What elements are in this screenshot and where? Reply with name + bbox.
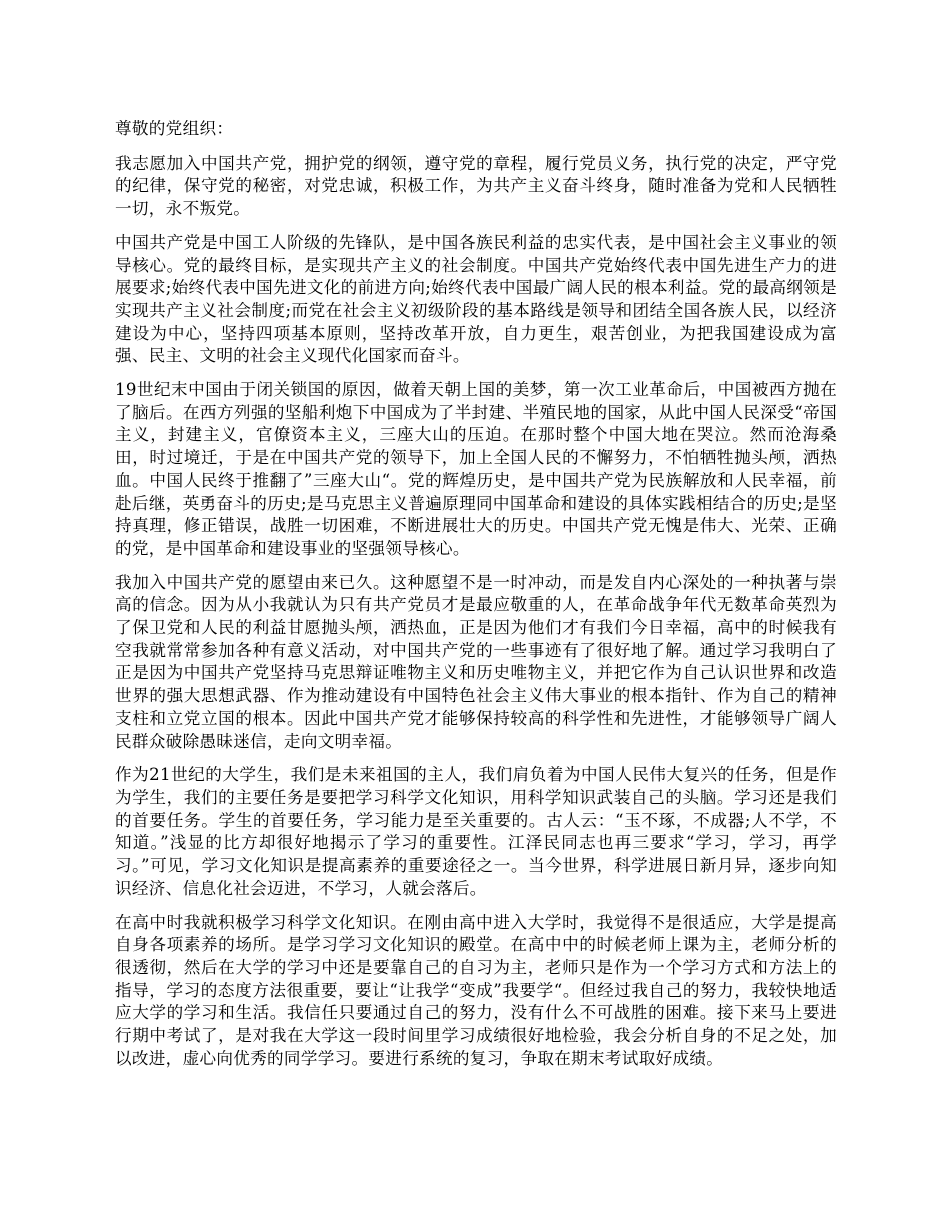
paragraph-history: 19世纪末中国由于闭关锁国的原因，做着天朝上国的美梦，第一次工业革命后，中国被西方抛在了脑后。在西方列强的坚船利炮下中国成为了半封建、半殖民地的国家，从此中国人民深受“帝国主义，封建主义，官僚资本主义，三座大山的压迫。在那时整个中国大地在哭泣。然而沧海桑田，时过境迁，于是在中国共产党的领导下，加上全国人民的不懈努力，不怕牺牲抛头颅，洒热血。中国人民终于推翻了”三座大山“。党的辉煌历史，是中国共产党为民族解放和人民幸福，前赴后继，英勇奋斗的历史;是马克思主义普遍原理同中国革命和建设的具体实践相结合的历史;是坚持真理，修正错误，战胜一切困难，不断进展壮大的历史。中国共产党无愧是伟大、光荣、正确的党，是中国革命和建设事业的坚强领导核心。 (115, 380, 837, 558)
paragraph-motivation: 我加入中国共产党的愿望由来已久。这种愿望不是一时冲动，而是发自内心深处的一种执著与崇高的信念。因为从小我就认为只有共产党员才是最应敬重的人，在革命战争年代无数革命英烈为了保卫党和人民的利益甘愿抛头颅，洒热血，正是因为他们才有我们今日幸福，高中的时候我有空我就常常参加各种有意义活动，对中国共产党的一些事迹有了很好地了解。通过学习我明白了正是因为中国共产党坚持马克思辩证唯物主义和历史唯物主义，并把它作为自己认识世界和改造世界的强大思想武器、作为推动建设有中国特色社会主义伟大事业的根本指针、作为自己的精神支柱和立党立国的根本。因此中国共产党才能够保持较高的科学性和先进性，才能够领导广阔人民群众破除愚昧迷信，走向文明幸福。 (115, 572, 837, 751)
paragraph-pledge: 我志愿加入中国共产党，拥护党的纲领，遵守党的章程，履行党员义务，执行党的决定，严守党的纪律，保守党的秘密，对党忠诚，积极工作，为共产主义奋斗终身，随时准备为党和人民牺牲一切，永不叛党。 (115, 153, 837, 219)
paragraph-party-nature: 中国共产党是中国工人阶级的先锋队，是中国各族民利益的忠实代表，是中国社会主义事业的领导核心。党的最终目标，是实现共产主义的社会制度。中国共产党始终代表中国先进生产力的进展要求;始终代表中国先进文化的前进方向;始终代表中国最广阔人民的根本利益。党的最高纲领是实现共产主义社会制度;而党在社会主义初级阶段的基本路线是领导和团结全国各族人民，以经济建设为中心，坚持四项基本原则，坚持改革开放，自力更生，艰苦创业，为把我国建设成为富强、民主、文明的社会主义现代化国家而奋斗。 (115, 232, 837, 366)
salutation: 尊敬的党组织： (115, 119, 234, 138)
letter-body (115, 118, 837, 1081)
paragraph-student-duty: 作为21世纪的大学生，我们是未来祖国的主人，我们肩负着为中国人民伟大复兴的任务，但是作为学生，我们的主要任务是要把学习科学文化知识，用科学知识武装自己的头脑。学习还是我们的首要任务。学生的首要任务，学习能力是至关重要的。古人云：“玉不琢，不成器;人不学，不知道。”浅显的比方却很好地揭示了学习的重要性。江泽民同志也再三要求“学习，学习，再学习。”可见，学习文化知识是提高素养的重要途径之一。当今世界，科学进展日新月异，逐步向知识经济、信息化社会迈进，不学习，人就会落后。 (115, 765, 837, 898)
paragraph-study-plan: 在高中时我就积极学习科学文化知识。在刚由高中进入大学时，我觉得不是很适应，大学是提高自身各项素养的场所。是学习学习文化知识的殿堂。在高中中的时候老师上课为主，老师分析的很透彻，然后在大学的学习中还是要靠自己的自习为主，老师只是作为一个学习方式和方法上的指导，学习的态度方法很重要，要让“让我学“变成”我要学“。但经过我自己的努力，我较快地适应大学的学习和生活。我信任只要通过自己的努力，没有什么不可战胜的困难。接下来马上要进行期中考试了，是对我在大学这一段时间里学习成绩很好地检验，我会分析自身的不足之处，加以改进，虚心向优秀的同学学习。要进行系统的复习，争取在期末考试取好成绩。 (115, 912, 837, 1068)
